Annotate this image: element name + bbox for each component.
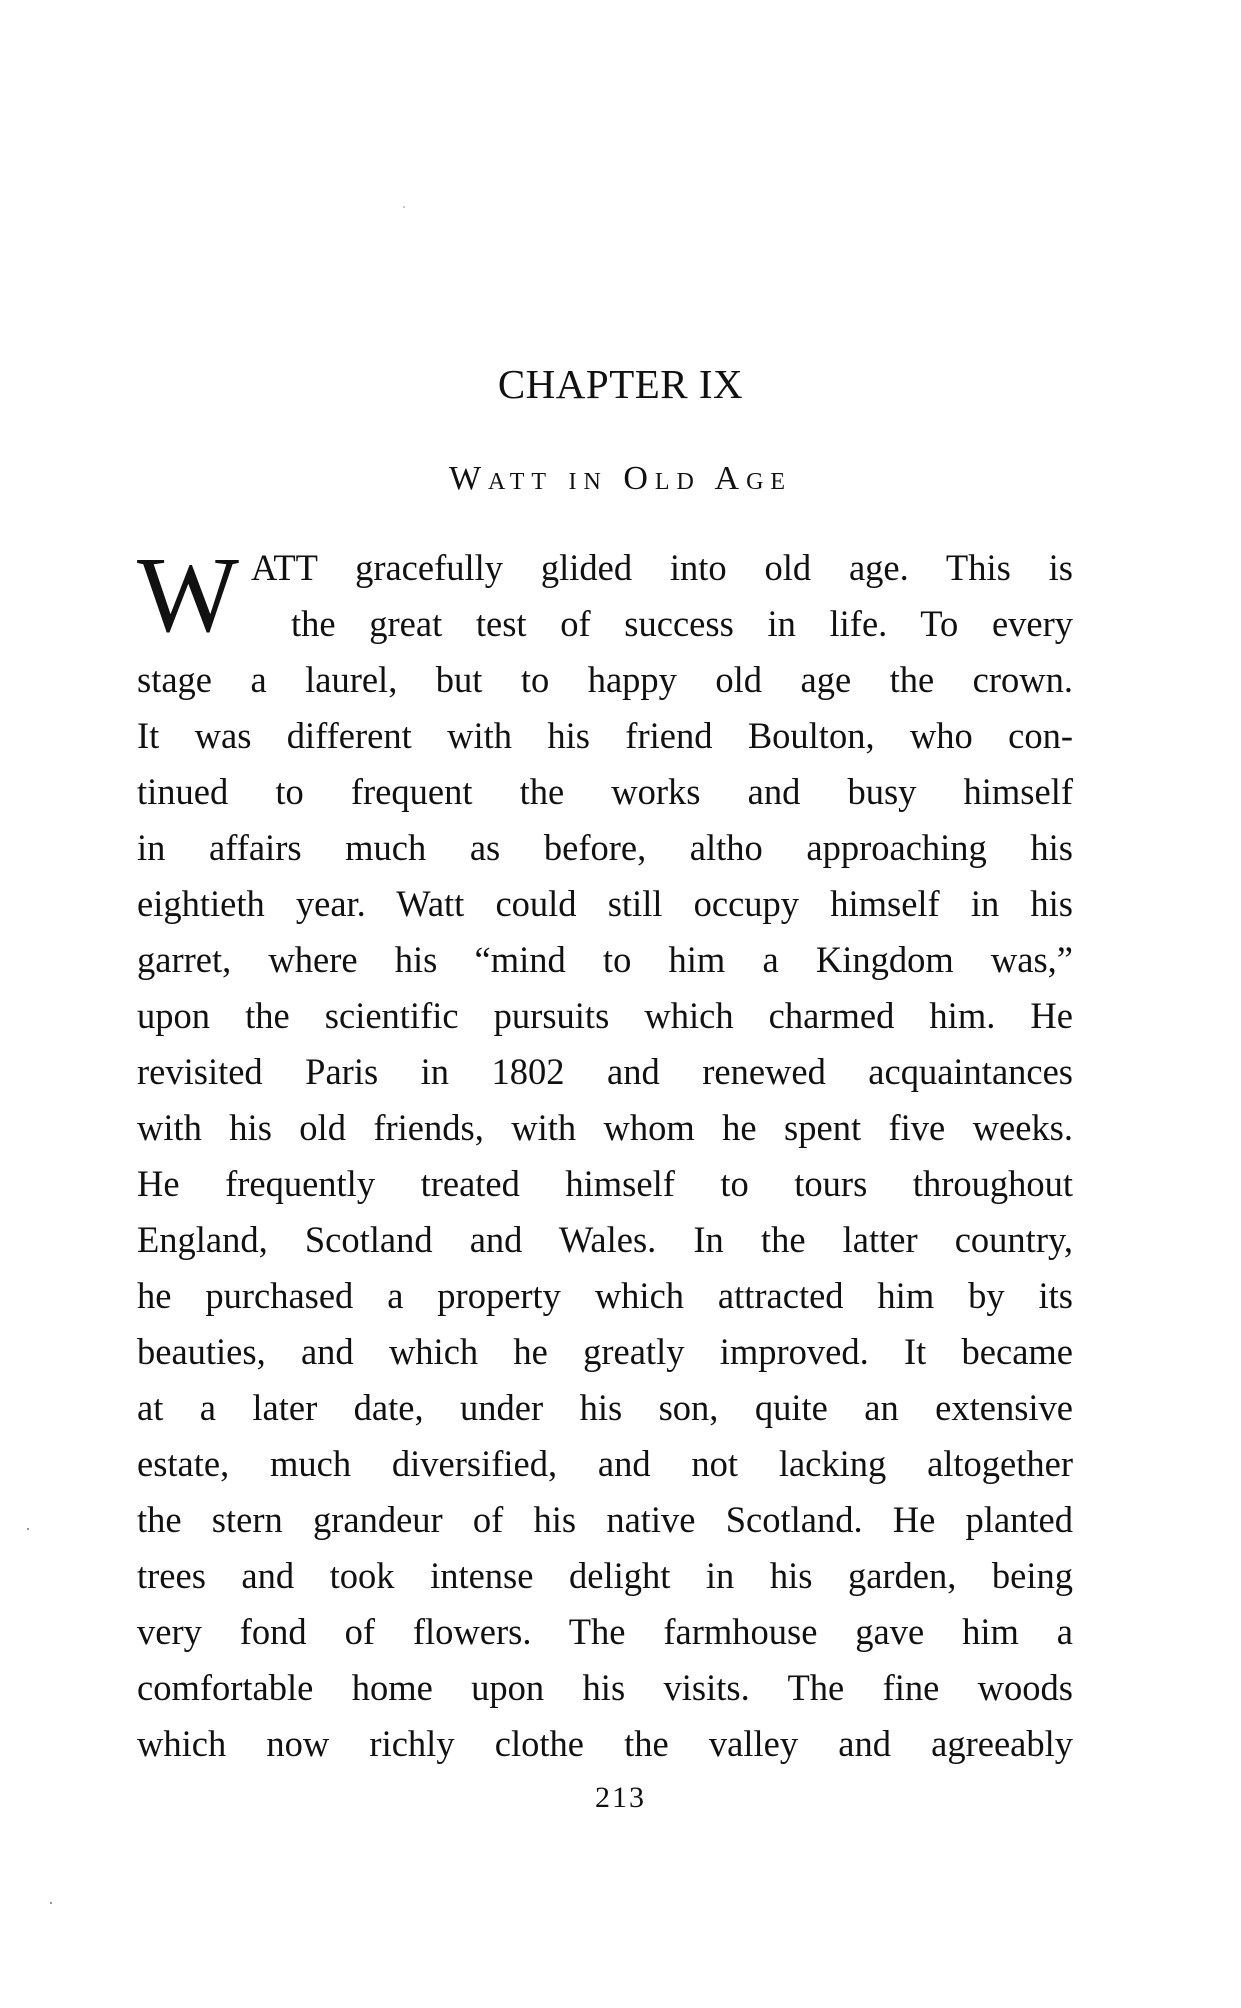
text-line-10: revisited Paris in 1802 and renewed acquaintances (137, 1051, 1073, 1092)
text-line-7: eightieth year. Watt could still occupy himself in his (137, 883, 1073, 924)
text-line-9: upon the scientific pursuits which charmed him. He (137, 995, 1073, 1036)
text-line-14: he purchased a property which attracted him by its (137, 1275, 1073, 1316)
page-number: 213 (595, 1781, 646, 1814)
text-line-17: estate, much diversified, and not lacking altogether (137, 1443, 1073, 1484)
chapter-subtitle: Watt in Old Age (448, 460, 793, 497)
text-line-19: trees and took intense delight in his garden, being (137, 1555, 1073, 1596)
text-line-4: It was different with his friend Boulton, who con- (137, 715, 1073, 756)
text-line-11: with his old friends, with whom he spent five weeks. (137, 1107, 1073, 1148)
text-line-5: tinued to frequent the works and busy himself (137, 771, 1073, 812)
text-line-15: beauties, and which he greatly improved. It became (137, 1331, 1073, 1372)
text-line-8: garret, where his “mind to him a Kingdom was,” (137, 939, 1073, 980)
paper-speck (27, 1528, 29, 1530)
text-line-3: stage a laurel, but to happy old age the crown. (137, 659, 1073, 700)
text-line-16: at a later date, under his son, quite an extensive (137, 1387, 1073, 1428)
text-line-22: which now richly clothe the valley and agreeably (137, 1723, 1073, 1764)
text-line-6: in affairs much as before, altho approaching his (137, 827, 1073, 868)
text-line-2: the great test of success in life. To every (291, 603, 1073, 644)
text-line-21: comfortable home upon his visits. The fine woods (137, 1667, 1073, 1708)
text-line-1-content: ATT gracefully glided into old age. This is (251, 547, 1073, 588)
text-line-20: very fond of flowers. The farmhouse gave him a (137, 1611, 1073, 1652)
paper-speck (50, 1902, 52, 1904)
text-line-12: He frequently treated himself to tours throughout (137, 1163, 1073, 1204)
paper-speck (403, 206, 405, 208)
text-line-18: the stern grandeur of his native Scotland. He planted (137, 1499, 1073, 1540)
drop-cap: W (137, 536, 239, 655)
text-line-13: England, Scotland and Wales. In the latter country, (137, 1219, 1073, 1260)
chapter-title: CHAPTER IX (497, 361, 744, 407)
body-text (137, 536, 1073, 1772)
